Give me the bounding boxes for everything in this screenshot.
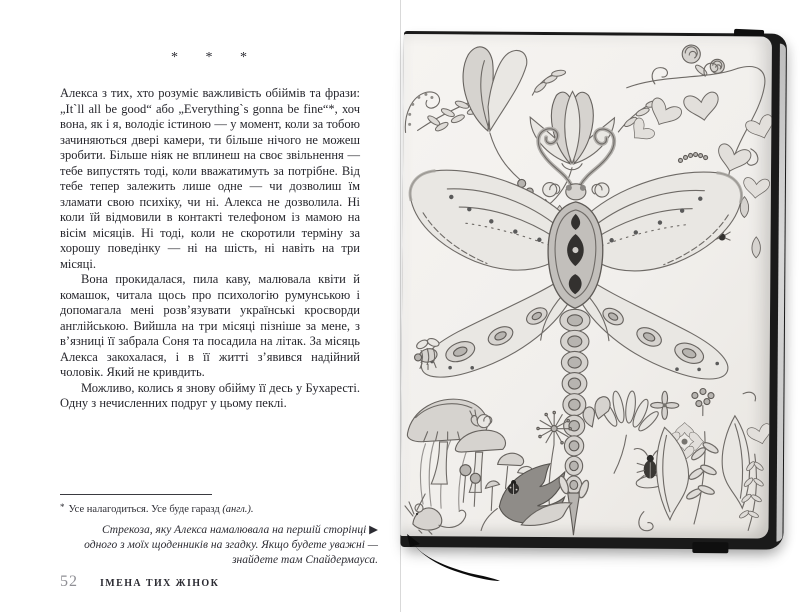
footnote-divider [60,494,212,495]
footnote-language-note: (англ.). [222,504,254,515]
page-number: 52 [60,573,78,590]
dragonfly-illustration [400,34,771,539]
body-text [60,86,360,412]
body-paragraph: Вона прокидалася, пила каву, малювала квіти й комашок, читала щось про психологію румунською і допомагала мені розв’язувати українські кросворди англійською. Вийшла на три місяці пізніше за мене, з в’язниці її забрала Соня та посадила на літак. За місяць Алекса закохалася, і в її житті з’явився надійний чоловік. Який не кривдить. [60,272,360,379]
photo-page [400,0,800,612]
sketchbook [400,31,787,550]
body-paragraph: Алекса з тих, хто розуміє важливість обіймів та фрази: „It`ll all be good“ або „Everything`s gonna be fine“*, хоч вона, як і я, володіє істиною — у момент, коли за тобою зачиняються двері камери, ти більше нічого не можеш зробити. Більше ніяк не вплинеш на своє звільнення — тебе випустять тоді, коли вважатимуть за потрібне. Від тебе тепер залежить лише одне — чи дозволиш їм зламати свою психіку, чи ні. Алекса не дозволила. Ні коли їй відмовили в контакті телефоном із мамою на вісім місяців. Ні тоді, коли не скоротили терміну за хорошу поведінку — ні на шість, ні навіть на три місяці. [60,86,360,271]
elastic-band-bottom [692,542,728,553]
caption-line: одного з моїх щоденників на згадку. Якщо будете уважні — [84,539,378,551]
bottom-right-flora [582,388,772,532]
mouse [405,494,466,535]
page-footer [60,573,219,591]
sketchbook-paper [400,34,771,539]
footnote [60,500,360,517]
caption-line: Стрекоза, яку Алекса намалювала на першій сторінці ▶ [101,524,378,536]
body-paragraph: Можливо, колись я знову обійму її десь у Бухаресті. Одну з нечисленних подруг у цьому пеклі. [60,380,360,410]
footnote-marker: * [60,502,65,512]
running-title: ІМЕНА ТИХ ЖІНОК [100,578,220,589]
illustration-caption [60,523,378,568]
section-separator: * * * [171,50,249,65]
caption-line: знайдете там Спайдермауса. [232,554,378,566]
footnote-text: Усе налагодиться. Усе буде гаразд [68,504,223,515]
